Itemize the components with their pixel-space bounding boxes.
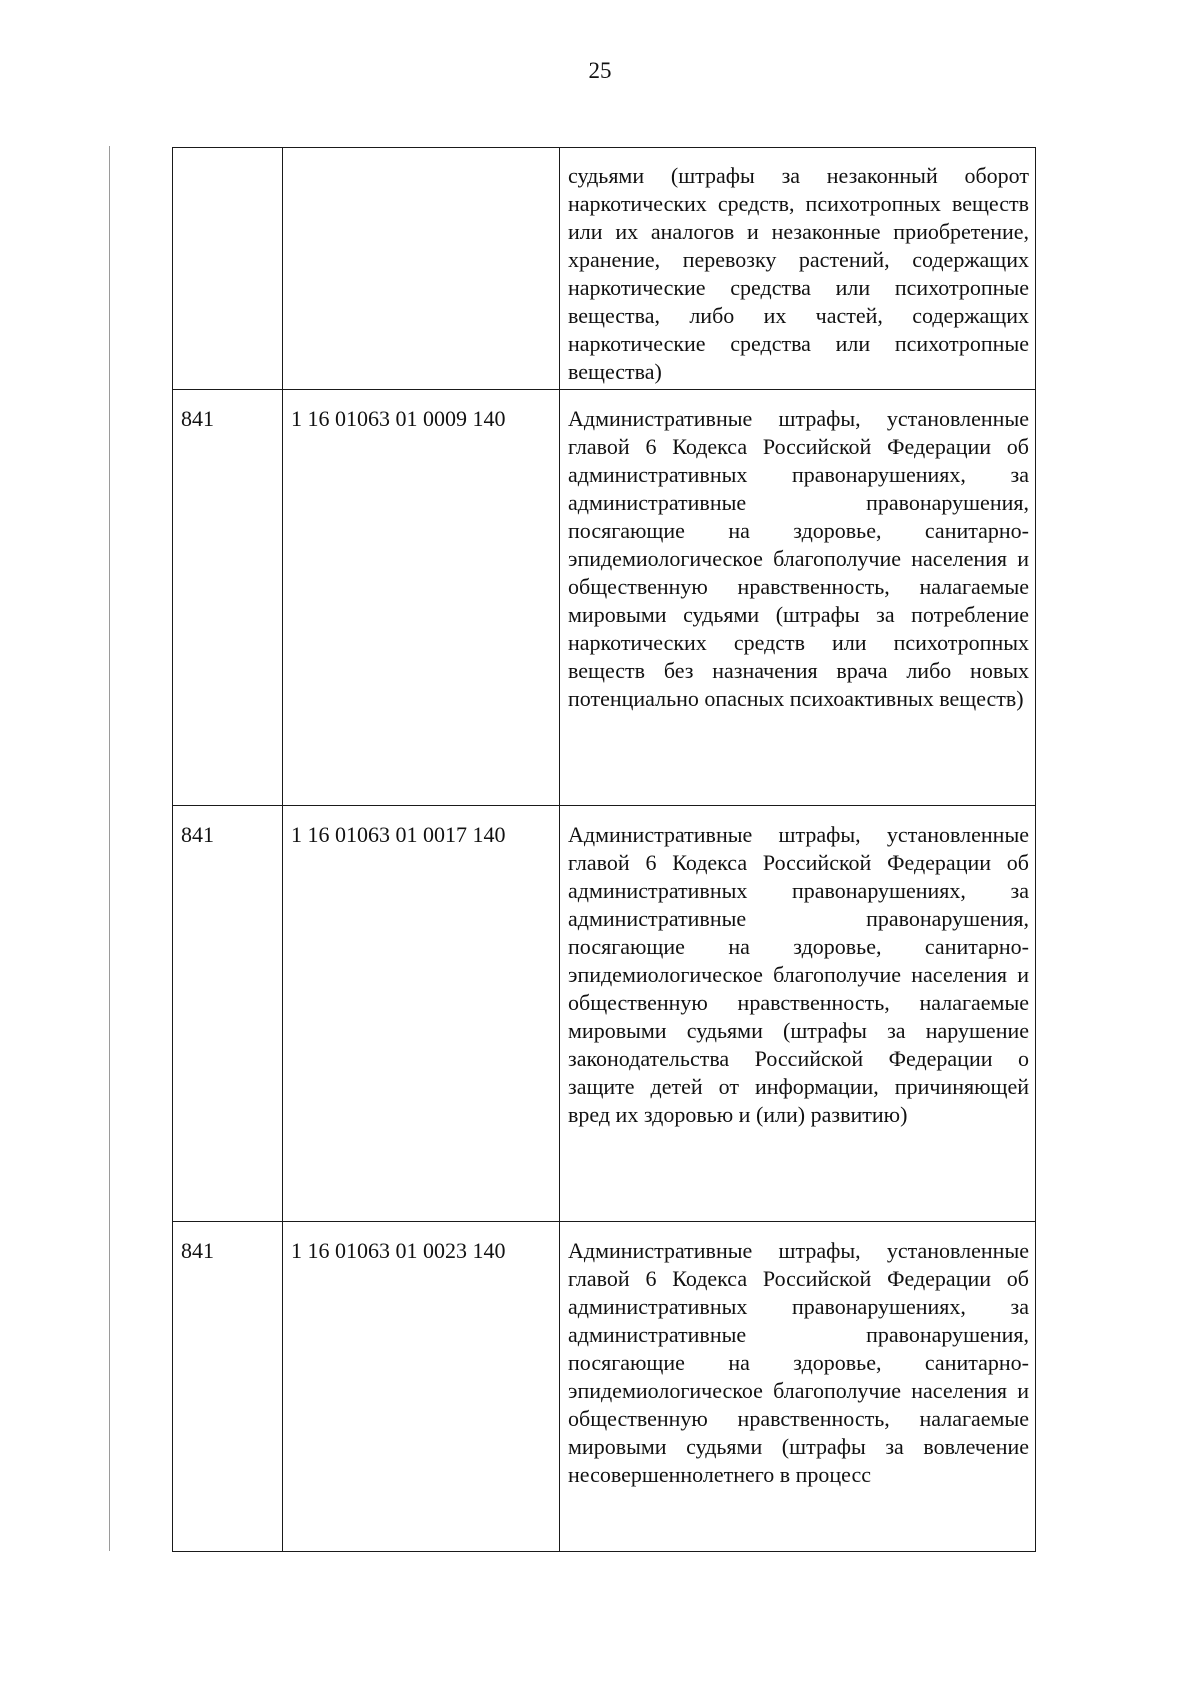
kbk-code-cell: 1 16 01063 01 0009 140 — [283, 390, 560, 806]
description-cell: Административные штрафы, установленные главой 6 Кодекса Российской Федерации об административных правонарушениях, за административные правонарушения, посягающие на здоровье, санитарно-эпидемиологическое благополучие населения и общественную нравственность, налагаемые мировыми судьями (штрафы за нарушение законодательства Российской Федерации о защите детей от информации, причиняющей вред их здоровью и (или) развитию) — [560, 806, 1036, 1222]
description-cell: судьями (штрафы за незаконный оборот наркотических средств, психотропных веществ или их аналогов и незаконные приобретение, хранение, перевозку растений, содержащих наркотические средства или психотропные вещества, либо их частей, содержащих наркотические средства или психотропные вещества) — [560, 148, 1036, 390]
admin-code-cell — [173, 148, 283, 390]
table-row — [173, 806, 1036, 1222]
kbk-code-cell: 1 16 01063 01 0017 140 — [283, 806, 560, 1222]
kbk-code-cell — [283, 148, 560, 390]
description-cell: Административные штрафы, установленные главой 6 Кодекса Российской Федерации об административных правонарушениях, за административные правонарушения, посягающие на здоровье, санитарно-эпидемиологическое благополучие населения и общественную нравственность, налагаемые мировыми судьями (штрафы за вовлечение несовершеннолетнего в процесс — [560, 1222, 1036, 1552]
admin-code-cell: 841 — [173, 1222, 283, 1552]
admin-code-cell: 841 — [173, 390, 283, 806]
page-number: 25 — [588, 58, 612, 83]
description-cell: Административные штрафы, установленные главой 6 Кодекса Российской Федерации об административных правонарушениях, за административные правонарушения, посягающие на здоровье, санитарно-эпидемиологическое благополучие населения и общественную нравственность, налагаемые мировыми судьями (штрафы за потребление наркотических средств или психотропных веществ без назначения врача либо новых потенциально опасных психоактивных веществ) — [560, 390, 1036, 806]
kbk-code-cell: 1 16 01063 01 0023 140 — [283, 1222, 560, 1552]
admin-code-cell: 841 — [173, 806, 283, 1222]
table-row — [173, 148, 1036, 390]
table-row — [173, 390, 1036, 806]
table-row — [173, 1222, 1036, 1552]
revenue-code-table — [172, 147, 1036, 1552]
margin-rule — [109, 146, 110, 1551]
